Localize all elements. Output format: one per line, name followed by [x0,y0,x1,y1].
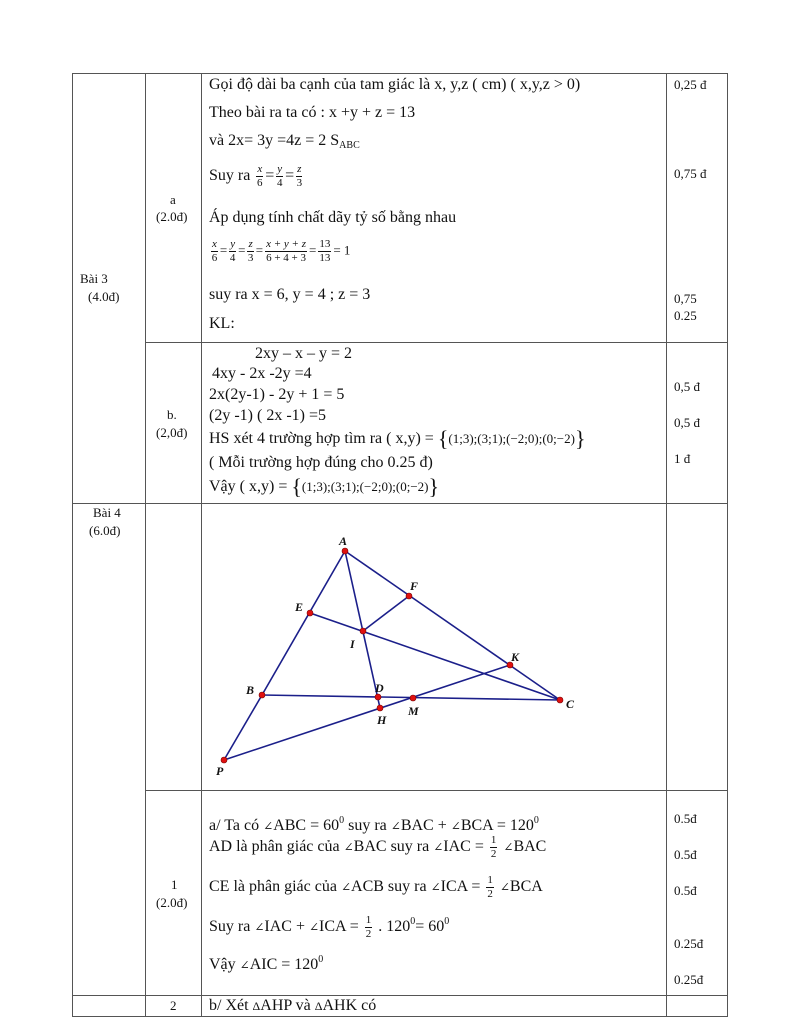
bai4-1-score5: 0.25đ [674,972,704,987]
segment-BP [224,695,262,760]
bai3a-score1: 0,25 đ [674,77,707,92]
label-I: I [350,637,355,651]
fraction-y-4: $\frac{y}{4}$ [276,163,283,189]
bai4-1-score2: 0.5đ [674,847,697,862]
part-a-points: (2.0đ) [156,209,188,224]
label-C: C [566,697,575,711]
point-H [377,705,383,711]
bai3b-line3: 2x(2y-1) - 2y + 1 = 5 [209,386,345,403]
label-A: A [339,534,348,548]
point-B [259,692,265,698]
point-M [410,695,416,701]
bai3-label: Bài 3 [80,271,108,286]
bai4-1-score4: 0.25đ [674,936,704,951]
bai4-1-score3: 0.5đ [674,883,697,898]
bai3a-line4: Suy ra $\frac{x}{6}$ = $\frac{y}{4}$ = $\frac{z}{3}$ [209,163,303,189]
bai3a-score4: 0.25 [674,308,697,323]
label-P: P [216,764,224,778]
bai3a-line6: $\frac{x}{6}$ = $\frac{y}{4}$ = $\frac{z}{3}$ = $\frac{x + y + z}{6 + 4 + 3}$ = $\frac{13}{13}$ = 1 [211,238,351,264]
bai3a-line2: Theo bài ra ta có : x +y + z = 13 [209,104,416,121]
bai3a-line1: Gọi độ dài ba cạnh của tam giác là x, y,z ( cm) ( x,y,z > 0) [209,76,581,93]
bai4-1-line5: Vậy ∠AIC = $120^0$ [209,954,324,973]
point-A [342,548,348,554]
bai4-1-line2: AD là phân giác của ∠BAC suy ra ∠IAC = $\frac{1}{2}$ ∠BAC [209,834,547,860]
part-1-label: 1 [171,877,178,892]
label-K: K [511,650,520,664]
bai3b-line1: 2xy – x – y = 2 [255,345,353,362]
bai3a-score2: 0,75 đ [674,166,707,181]
part-2-label: 2 [170,998,177,1013]
bai3b-line7: Vậy ( x,y) = {(1;3);(3;1);(−2;0);(0;−2)} [209,474,440,499]
point-E [307,610,313,616]
segment-PK [224,665,510,760]
bai3a-score3: 0,75 [674,291,697,306]
label-F: F [410,579,419,593]
bai3b-line6: ( Mỗi trường hợp đúng cho 0.25 đ) [209,454,433,471]
segment-IF [363,596,409,631]
bai3b-line4: (2y -1) ( 2x -1) =5 [209,407,326,424]
point-P [221,757,227,763]
label-B: B [246,683,255,697]
bai3b-score1: 0,5 đ [674,379,700,394]
segment-AC [345,551,560,700]
bai4-2-line1: b/ Xét ΔAHP và ΔAHK có [209,997,377,1014]
label-M: M [408,704,419,718]
bai4-1-line3: CE là phân giác của ∠ACB suy ra ∠ICA = $\frac{1}{2}$ ∠BCA [209,874,543,900]
segment-AB [262,551,345,695]
fraction-x-6: $\frac{x}{6}$ [257,163,263,189]
point-F [406,593,412,599]
fraction-z-3: $\frac{z}{3}$ [296,163,303,189]
bai4-1-line4: Suy ra ∠IAC + ∠ICA = $\frac{1}{2}$ . $120^0= 60^0$ [209,914,450,940]
bai4-label: Bài 4 [93,505,121,520]
bai3b-line5: HS xét 4 trường hợp tìm ra ( x,y) = {(1;3);(3;1);(−2;0);(0;−2)} [209,426,586,451]
part-b-label: b. [167,407,177,422]
bai3a-line3: và 2x= 3y =4z = 2 $S_{ABC}$ [209,132,360,151]
bai3a-line7: suy ra x = 6, y = 4 ; z = 3 [209,286,371,303]
bai3b-score2: 0,5 đ [674,415,700,430]
bai3b-line2: 4xy - 2x -2y =4 [212,365,312,382]
bai3a-line5: Áp dụng tính chất dãy tỷ số bằng nhau [209,209,457,226]
bai3a-line8: KL: [209,315,235,332]
part-1-points: (2.0đ) [156,895,188,910]
bai4-1-line1: a/ Ta có ∠ABC = $60^0$ suy ra ∠BAC + ∠BCA = $120^0$ [209,815,539,834]
bai4-1-score1: 0.5đ [674,811,697,826]
point-C [557,697,563,703]
label-H: H [377,713,387,727]
point-I [360,628,366,634]
label-E: E [295,600,304,614]
bai3b-score3: 1 đ [674,451,691,466]
segment-EC [310,613,560,700]
part-a-label: a [170,192,176,207]
part-b-points: (2,0đ) [156,425,188,440]
bai3-points: (4.0đ) [88,289,120,304]
bai4-points: (6.0đ) [89,523,121,538]
label-D: D [375,681,384,695]
